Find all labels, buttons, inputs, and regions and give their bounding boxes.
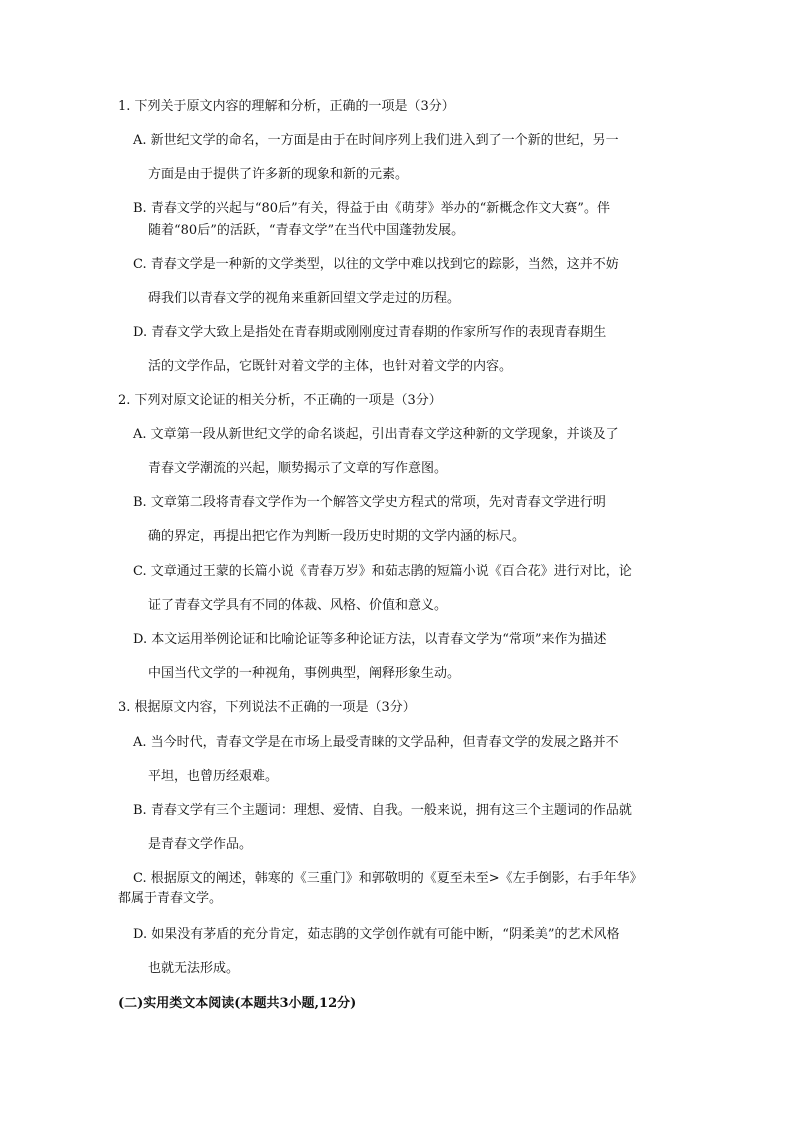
question-3-option-b-line-1: B. 青春文学有三个主题词：理想、爱情、自我。一般来说，拥有这三个主题词的作品就 [133,803,632,818]
question-1-stem: 1. 下列关于原文内容的理解和分析，正确的一项是（3分） [118,99,455,114]
question-2-option-b-line-2: 确的界定，再提出把它作为判断一段历史时期的文学内涵的标尺。 [148,529,526,544]
question-2-option-c-line-1: C. 文章通过王蒙的长篇小说《青春万岁》和茹志鹃的短篇小说《百合花》进行对比，论 [133,564,632,579]
question-1-option-d-line-1: D. 青春文学大致上是指处在青春期或刚刚度过青春期的作家所写作的表现青春期生 [133,325,607,340]
question-3-option-d-line-2: 也就无法形成。 [148,961,240,976]
question-1-option-a-line-1: A. 新世纪文学的命名，一方面是由于在时间序列上我们进入到了一个新的世纪，另一 [133,133,619,148]
question-3-option-c-line-2: 都属于青春文学。 [118,891,223,906]
section-heading: (二)实用类文本阅读(本题共3小题,12分) [118,996,357,1011]
question-1-option-b-line-1: B. 青春文学的兴起与“80后”有关，得益于由《萌芽》举办的“新概念作文大赛”。伴 [133,201,610,216]
question-3-option-a-line-1: A. 当今时代，青春文学是在市场上最受青睐的文学品种，但青春文学的发展之路并不 [133,735,619,750]
question-2-option-a-line-1: A. 文章第一段从新世纪文学的命名谈起，引出青春文学这种新的文学现象，并谈及了 [133,427,619,442]
question-3-option-c-line-1: C. 根据原文的阐述，韩寒的《三重门》和郭敬明的《夏至未至>《左手倒影，右手年华》 [133,871,643,886]
question-2-stem: 2. 下列对原文论证的相关分析，不正确的一项是（3分） [118,393,442,408]
question-1-option-c-line-2: 碍我们以青春文学的视角来重新回望文学走过的历程。 [148,291,461,306]
question-1-option-a-line-2: 方面是由于提供了许多新的现象和新的元素。 [148,167,409,182]
question-3-stem: 3. 根据原文内容，下列说法不正确的一项是（3分） [118,700,416,715]
question-2-option-d-line-2: 中国当代文学的一种视角，事例典型，阐释形象生动。 [148,666,461,681]
question-3-option-b-line-2: 是青春文学作品。 [148,837,253,852]
question-3-option-a-line-2: 平坦，也曾历经艰难。 [148,769,279,784]
question-1-option-d-line-2: 活的文学作品，它既针对着文学的主体，也针对着文学的内容。 [148,359,513,374]
question-2-option-c-line-2: 证了青春文学具有不同的体裁、风格、价值和意义。 [148,598,448,613]
question-3-option-d-line-1: D. 如果没有茅盾的充分肯定，茹志鹃的文学创作就有可能中断，“阴柔美”的艺术风格 [133,927,620,942]
question-2-option-a-line-2: 青春文学潮流的兴起，顺势揭示了文章的写作意图。 [148,461,448,476]
question-2-option-d-line-1: D. 本文运用举例论证和比喻论证等多种论证方法，以青春文学为“常项”来作为描述 [133,632,607,647]
question-1-option-b-line-2: 随着“80后”的活跃，“青春文学”在当代中国蓬勃发展。 [148,223,465,238]
question-1-option-c-line-1: C. 青春文学是一种新的文学类型，以往的文学中难以找到它的踪影，当然，这并不妨 [133,257,619,272]
question-2-option-b-line-1: B. 文章第二段将青春文学作为一个解答文学史方程式的常项，先对青春文学进行明 [133,495,606,510]
